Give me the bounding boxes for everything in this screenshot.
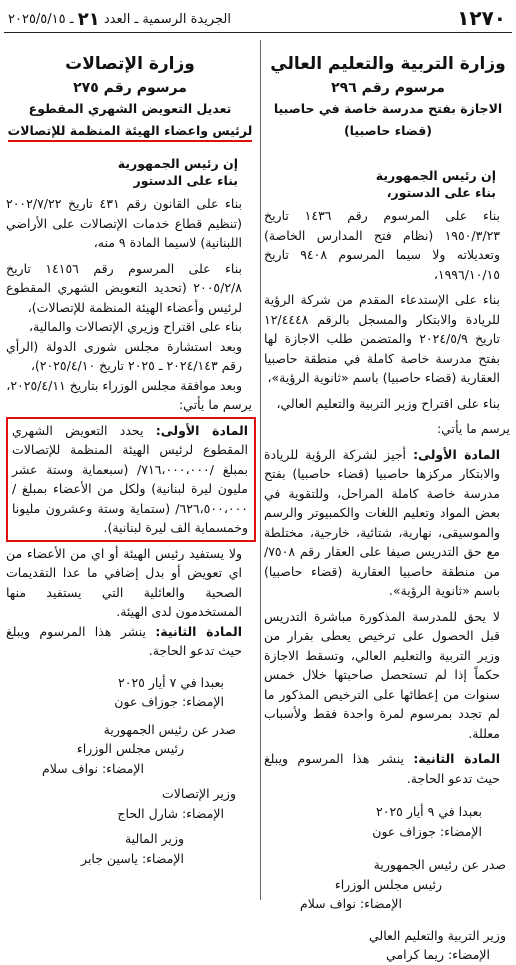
article-text: أجيز لشركة الرؤية للريادة والابتكار مركزها حاصبيا (قضاء حاصبيا) بفتح مدرسة خاصة كاملة المراحل، وللتقوية في بعض المواد وتعليم اللغات والكمبيوتر والرسم والموسيقى، نهارية، شتائية، خارجية، مختلطة مع حق التدريس صيفا على العقار رقم ٧٥٠٨/ من منطقة حاصبيا العقارية (قضاء حاصبيا) باسم «ثانوية الرؤية». <box>264 446 500 598</box>
paragraph: وبعد موافقة مجلس الوزراء بتاريخ ٢٠٢٥/٤/١١، <box>6 377 242 393</box>
page-number: ١٢٧٠ <box>457 6 506 30</box>
sign-date: بعبدا في ٩ أيار ٢٠٢٥ <box>376 804 482 819</box>
issued-by: صدر عن رئيس الجمهورية <box>103 721 236 737</box>
decrees-line: يرسم ما يأتي: <box>436 421 510 436</box>
article-1 <box>12 421 250 538</box>
paragraph: بناء على اقتراح وزيري الإتصالات والمالية، <box>28 319 242 334</box>
article-text: يحدد التعويض الشهري المقطوع لرئيس الهيئة المنظمة للإتصالات بمبلغ /٧١٦،٠٠٠،٠٠٠/ (سبعماية وستة عشر مليون ليرة لبنانية) ولكل من الأعضاء بمبلغ /٦٢٦،٥٠٠،٠٠٠/ (ستماية وستة وعشرون مليونا وخمسماية الف ليرة لبنانية). <box>12 422 248 535</box>
minister-signature: الإمضاء: ريما كرامي <box>386 947 490 962</box>
article-label: المادة الأولى: <box>155 422 248 438</box>
paragraph: بناء على المرسوم رقم ١٤٣٦ تاريخ ١٩٥٠/٣/٢٣ (نظام فتح المدارس الخاصة) وتعديلاته ولا سيما المرسوم ٩٤٠٨ تاريخ ١٩٩٦/١٠/١٥، <box>264 208 500 282</box>
gazette-name: الجريدة الرسمية ـ العدد <box>103 12 231 27</box>
paragraph: بناء على الإستدعاء المقدم من شركة الرؤية للريادة والابتكار والمسجل بالرقم ١٢/٤٤٤٨ تاريخ ٢٠٢٤/٥/٩ والمتضمن طلب الاجازة لها بفتح مدرسة خاصة كاملة في منطقة حاصبيا العقارية (قضاء حاصبيا) باسم «ثانوية الرؤية»، <box>264 292 500 385</box>
pm-title: رئيس مجلس الوزراء <box>334 876 442 892</box>
column-separator <box>260 40 261 900</box>
decree-subtitle: (قضاء حاصبيا) <box>343 123 433 138</box>
finance-minister-title: وزير المالية <box>124 831 184 846</box>
president-line: إن رئيس الجمهورية <box>117 156 238 171</box>
paragraph: لا يحق للمدرسة المذكورة مباشرة التدريس قبل الحصول على ترخيص يعطى بقرار من وزير التربية والتعليم العالي، وتسقط الاجازة حكماً إذا لم تستحصل صاحبتها خلال خمس سنوات من إعطائها على الترخيص المذكور ما لم تجدد بمرسوم لمرة واحدة فقط ولأسباب معللة. <box>264 608 500 741</box>
gazette-info <box>8 9 231 30</box>
decree-title: تعديل التعويض الشهري المقطوع <box>28 101 232 116</box>
decree-number: مرسوم رقم ٢٩٦ <box>331 80 445 96</box>
article-text: ينشر هذا المرسوم ويبلغ حيث تدعو الحاجة. <box>264 751 500 786</box>
pm-signature: الإمضاء: نواف سلام <box>299 896 402 911</box>
issue-number: ٢١ <box>77 9 100 30</box>
pm-title: رئيس مجلس الوزراء <box>76 741 184 756</box>
paragraph: وبعد استشارة مجلس شورى الدولة (الرأي رقم ٢٠٢٤/١٤٣ ـ ٢٠٢٥ تاريخ ٢٠٢٥/٤/١٠)، <box>6 338 242 373</box>
paragraph: بناء على المرسوم رقم ١٤١٥٦ تاريخ ٢٠٠٥/٢/٨ (تحديد التعويض الشهري المقطوع لرئيس وأعضاء الهيئة المنظمة للإتصالات)، <box>6 260 242 315</box>
article-label: المادة الأولى: <box>413 446 500 462</box>
article-text: ينشر هذا المرسوم ويبلغ حيث تدعو الحاجة. <box>6 623 242 658</box>
paragraph: بناء على اقتراح وزير التربية والتعليم العالي، <box>276 395 500 411</box>
telecom-minister-signature: الإمضاء: شارل الحاج <box>117 805 224 821</box>
page-header <box>4 6 512 33</box>
left-column <box>6 38 254 868</box>
pm-signature: الإمضاء: نواف سلام <box>41 760 144 776</box>
issued-by: صدر عن رئيس الجمهورية <box>373 857 506 872</box>
article-1 <box>264 445 512 601</box>
finance-minister-signature: الإمضاء: ياسين جابر <box>81 850 184 866</box>
article-label: المادة الثانية: <box>155 623 242 639</box>
president-signature: الإمضاء: جوزاف عون <box>372 823 482 839</box>
president-line: إن رئيس الجمهورية <box>375 168 496 183</box>
sign-date: بعبدا في ٧ أيار ٢٠٢٥ <box>118 674 224 690</box>
constitution-line: بناء على الدستور، <box>386 185 496 200</box>
decree-subtitle: لرئيس واعضاء الهيئة المنظمة للإتصالات <box>8 123 253 142</box>
ministry-title: وزارة التربية والتعليم العالي <box>270 54 506 74</box>
article-label: المادة الثانية: <box>413 751 500 766</box>
decree-number: مرسوم رقم ٢٧٥ <box>73 80 187 96</box>
minister-title: وزير التربية والتعليم العالي <box>369 927 506 943</box>
decrees-line: يرسم ما يأتي: <box>178 397 252 412</box>
paragraph: بناء على القانون رقم ٤٣١ تاريخ ٢٠٠٢/٧/٢٢ (تنظيم قطاع خدمات الإتصالات على الأراضي اللبنانية) لاسيما المادة ٩ منه، <box>6 196 242 250</box>
paragraph: ولا يستفيد رئيس الهيئة أو اي من الأعضاء من اي تعويض أو بدل إضافي ما عدا التقديمات الصحية والعائلية التي يستفيد منها المستخدمون لدى الهيئة. <box>6 545 242 619</box>
article-2 <box>264 749 512 788</box>
ministry-title: وزارة الإتصالات <box>65 54 195 74</box>
telecom-minister-title: وزير الإتصالات <box>161 786 236 801</box>
president-signature: الإمضاء: جوزاف عون <box>114 694 224 709</box>
issue-date: ـ ٢٠٢٥/٥/١٥ <box>8 12 74 27</box>
highlighted-article <box>6 417 256 542</box>
decree-title: الاجازة بفتح مدرسة خاصة في حاصبيا <box>273 101 503 116</box>
article-2 <box>6 622 254 661</box>
right-column <box>264 38 512 965</box>
constitution-line: بناء على الدستور <box>133 173 238 188</box>
